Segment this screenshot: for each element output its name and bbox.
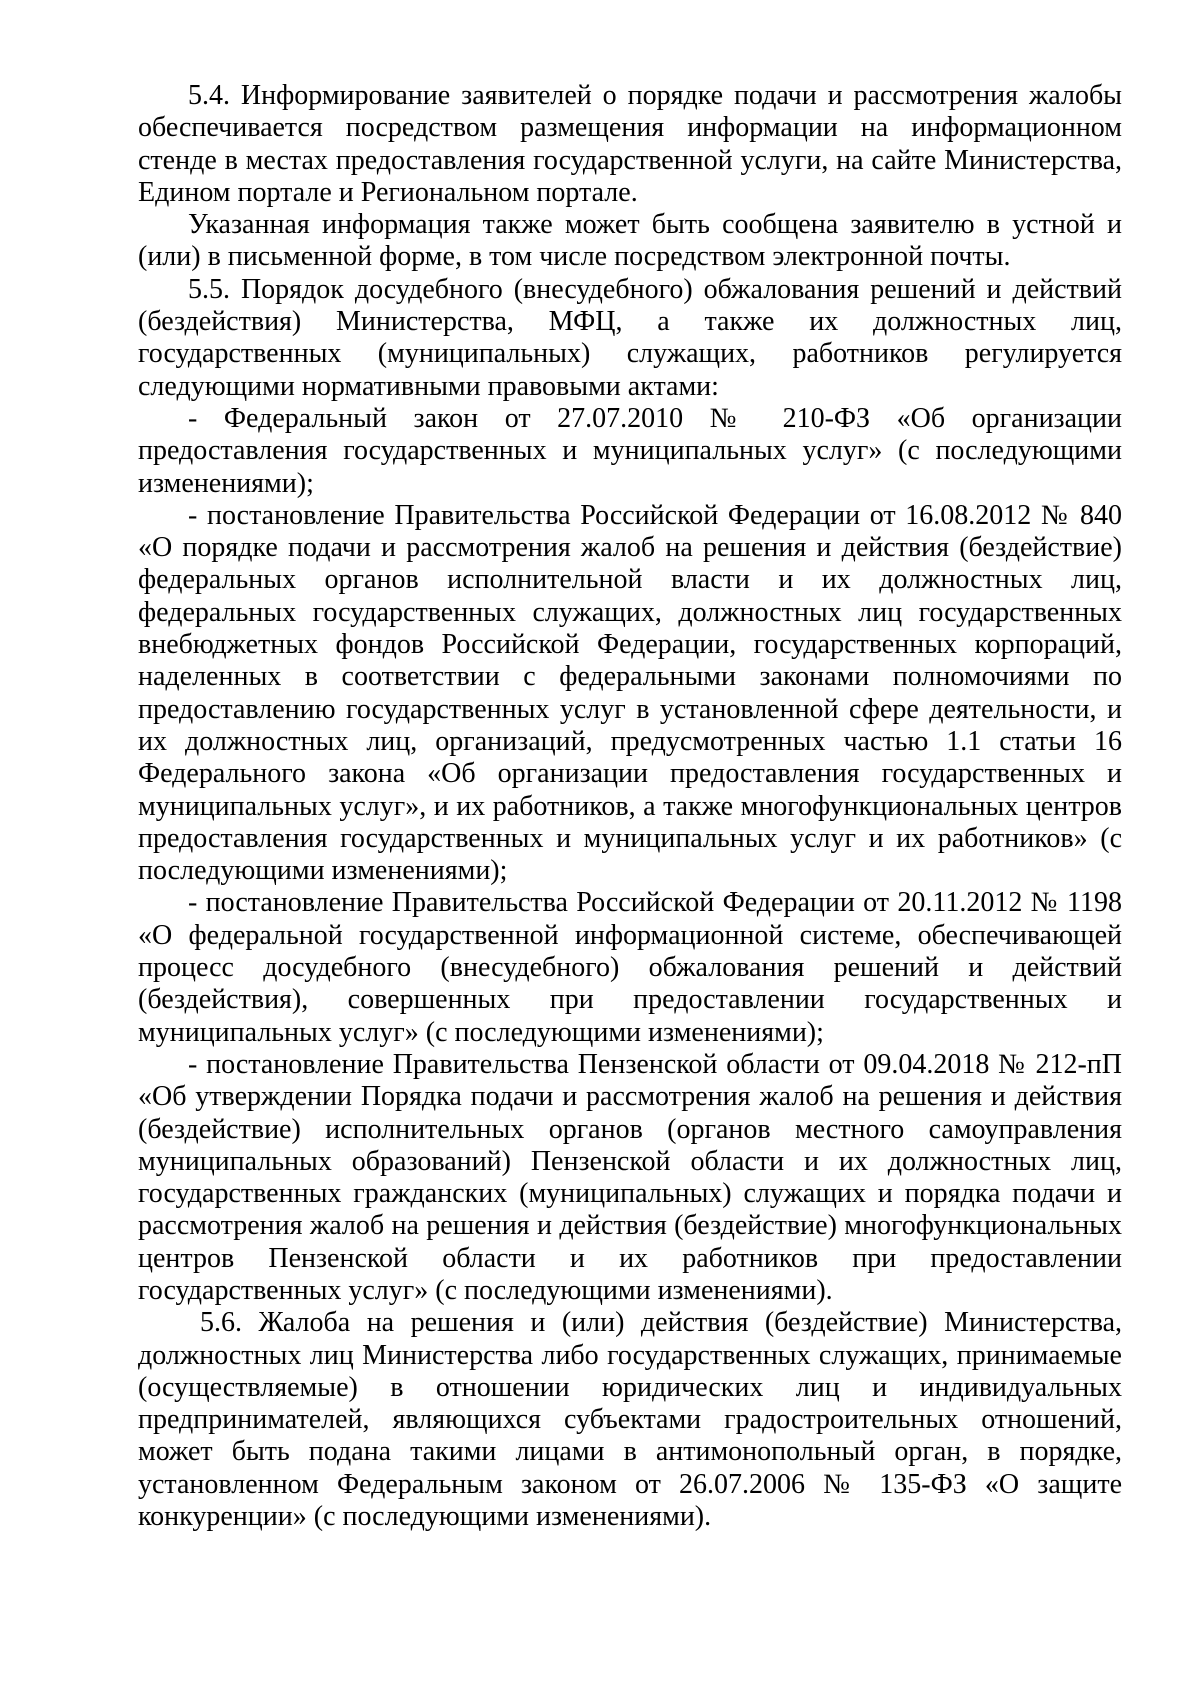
paragraph-5-5: 5.5. Порядок досудебного (внесудебного) обжалования решений и действий (бездействия) Министерства, МФЦ, а также их должностных лиц, государственных (муниципальных) служащих, работников регулируется следующими нормативными правовыми актами: xyxy=(138,273,1122,402)
list-item-federal-law-210: - Федеральный закон от 27.07.2010 № 210-ФЗ «Об организации предоставления государственных и муниципальных услуг» (с последующими изменениями); xyxy=(138,402,1122,499)
list-item-resolution-840: - постановление Правительства Российской Федерации от 16.08.2012 № 840 «О порядке подачи и рассмотрения жалоб на решения и действия (бездействие) федеральных органов исполнительной власти и их должностных лиц, федеральных государственных служащих, должностных лиц государственных внебюджетных фондов Российской Федерации, государственных корпораций, наделенных в соответствии с федеральными законами полномочиями по предоставлению государственных услуг в установленной сфере деятельности, и их должностных лиц, организаций, предусмотренных частью 1.1 статьи 16 Федерального закона «Об организации предоставления государственных и муниципальных услуг», и их работников, а также многофункциональных центров предоставления государственных и муниципальных услуг и их работников» (с последующими изменениями); xyxy=(138,499,1122,887)
list-item-resolution-1198: - постановление Правительства Российской Федерации от 20.11.2012 № 1198 «О федеральной государственной информационной системе, обеспечивающей процесс досудебного (внесудебного) обжалования решений и действий (бездействия), совершенных при предоставлении государственных и муниципальных услуг» (с последующими изменениями); xyxy=(138,887,1122,1048)
paragraph-info-forms: Указанная информация также может быть сообщена заявителю в устной и (или) в письменной форме, в том числе посредством электронной почты. xyxy=(138,209,1122,273)
document-page xyxy=(138,80,1122,1533)
paragraph-5-6: 5.6. Жалоба на решения и (или) действия (бездействие) Министерства, должностных лиц Министерства либо государственных служащих, принимаемые (осуществляемые) в отношении юридических лиц и индивидуальных предпринимателей, являющихся субъектами градостроительных отношений, может быть подана такими лицами в антимонопольный орган, в порядке, установленном Федеральным законом от 26.07.2006 № 135-ФЗ «О защите конкуренции» (с последующими изменениями). xyxy=(138,1307,1122,1533)
paragraph-5-4: 5.4. Информирование заявителей о порядке подачи и рассмотрения жалобы обеспечивается посредством размещения информации на информационном стенде в местах предоставления государственной услуги, на сайте Министерства, Едином портале и Региональном портале. xyxy=(138,80,1122,208)
list-item-resolution-212: - постановление Правительства Пензенской области от 09.04.2018 № 212-пП «Об утверждении Порядка подачи и рассмотрения жалоб на решения и действия (бездействие) исполнительных органов (органов местного самоуправления муниципальных образований) Пензенской области и их должностных лиц, государственных гражданских (муниципальных) служащих и порядка подачи и рассмотрения жалоб на решения и действия (бездействие) многофункциональных центров Пензенской области и их работников при предоставлении государственных услуг» (с последующими изменениями). xyxy=(138,1048,1122,1306)
